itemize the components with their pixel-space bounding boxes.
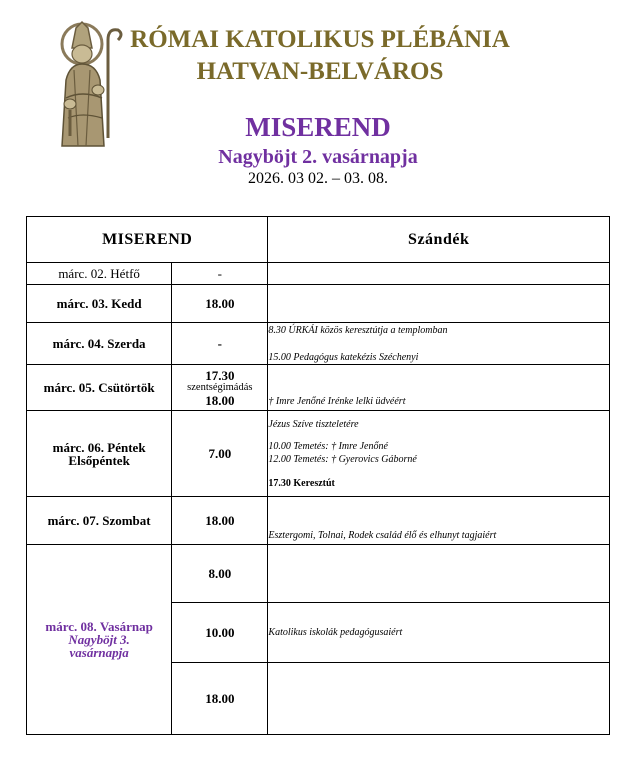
time-cell: 18.00	[172, 285, 268, 323]
day-cell	[27, 411, 172, 497]
day-name: márc. 06. Péntek	[52, 439, 146, 455]
intention-cell	[268, 285, 610, 323]
intention-line: 8.30 ÚRKÁI közös keresztútja a templomban	[268, 324, 448, 336]
day-cell: márc. 07. Szombat	[27, 497, 172, 545]
intention-line: 17.30 Keresztút	[268, 477, 335, 489]
table-row	[27, 263, 610, 285]
time-value: 18.00	[205, 392, 235, 408]
day-name: márc. 08. Vasárnap	[45, 619, 153, 634]
date-range: 2026. 03 02. – 03. 08.	[248, 170, 388, 187]
time-cell: -	[172, 263, 268, 285]
day-cell: márc. 04. Szerda	[27, 323, 172, 365]
table-row	[27, 411, 610, 497]
page-subtitle: Nagyböjt 2. vasárnapja	[218, 146, 418, 168]
intention-line: 10.00 Temetés: † Imre Jenőné	[268, 440, 388, 452]
day-cell: márc. 02. Hétfő	[27, 263, 172, 285]
table-header-row	[27, 217, 610, 263]
intention-cell	[268, 365, 610, 411]
table-row	[27, 285, 610, 323]
page-title: MISEREND	[245, 112, 391, 142]
table-row	[27, 545, 610, 603]
intention-cell	[268, 603, 610, 663]
time-cell: 8.00	[172, 545, 268, 603]
day-feast: vasárnapja	[69, 645, 129, 660]
intention-line: 12.00 Temetés: † Gyerovics Gáborné	[268, 453, 417, 465]
day-cell: márc. 03. Kedd	[27, 285, 172, 323]
schedule-column-header: MISEREND	[27, 217, 268, 263]
intention-cell	[268, 545, 610, 603]
intention-cell	[268, 663, 610, 735]
intention-line: Jézus Szíve tiszteletére	[268, 418, 359, 430]
day-cell	[27, 545, 172, 735]
mass-schedule-table	[26, 216, 610, 735]
adoration-note: szentségimádás	[187, 381, 253, 393]
intention-cell	[268, 411, 610, 497]
intention-line: † Imre Jenőné Irénke lelki üdvéért	[268, 396, 406, 407]
time-value: 17.30	[205, 367, 235, 383]
time-cell: 10.00	[172, 603, 268, 663]
intention-line: Katolikus iskolák pedagógusaiért	[268, 627, 403, 638]
day-cell: márc. 05. Csütörtök	[27, 365, 172, 411]
day-feast: Elsőpéntek	[68, 452, 130, 468]
time-cell	[172, 365, 268, 411]
intention-cell	[268, 323, 610, 365]
table-row	[27, 497, 610, 545]
time-cell: 7.00	[172, 411, 268, 497]
parish-location: HATVAN-BELVÁROS	[196, 58, 444, 85]
intention-line: Esztergomi, Tolnai, Rodek család élő és elhunyt tagjaiért	[268, 530, 497, 541]
parish-name: RÓMAI KATOLIKUS PLÉBÁNIA	[130, 26, 510, 53]
time-cell: -	[172, 323, 268, 365]
table-row	[27, 365, 610, 411]
intention-column-header: Szándék	[268, 217, 610, 263]
intention-cell	[268, 497, 610, 545]
day-feast: Nagyböjt 3.	[68, 632, 130, 647]
time-cell: 18.00	[172, 497, 268, 545]
table-row	[27, 323, 610, 365]
time-cell: 18.00	[172, 663, 268, 735]
intention-cell	[268, 263, 610, 285]
intention-line: 15.00 Pedagógus katekézis Széchenyi	[268, 351, 419, 363]
